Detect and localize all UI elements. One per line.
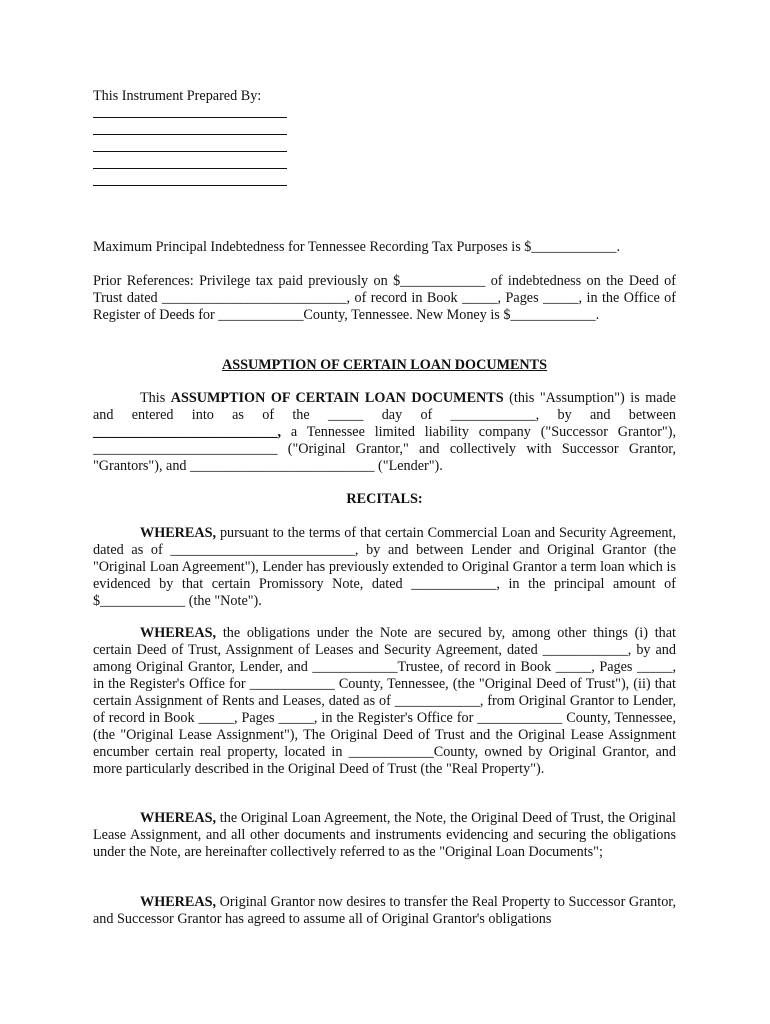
preparer-blank-line-5 [93, 185, 287, 186]
intro-bold-title: ASSUMPTION OF CERTAIN LOAN DOCUMENTS [170, 390, 504, 406]
intro-text-a: (this "Assumption") is made and entered into as of the _____ day of ____________, by and between [93, 390, 676, 423]
recital-lead: WHEREAS, [140, 894, 217, 910]
intro-lead: This [140, 390, 171, 406]
recital-lead: WHEREAS, [140, 810, 217, 826]
recital-lead: WHEREAS, [140, 525, 217, 541]
recital-paragraph [93, 625, 676, 778]
preparer-blank-line-4 [93, 168, 287, 169]
recital-text: the obligations under the Note are secured by, among other things (i) that certain Deed of Trust, Assignment of Leases and Security Agreement, dated ____________, by and among Original Grantor, Lender, and ____________Trustee, of record in Book _____, Pages _____, in the Register's Office for ____________ County, Tennessee, (the "Original Deed of Trust"), (ii) that certain Assignment of Rents and Leases, dated as of ____________, from Original Grantor to Lender, of record in Book _____, Pages _____, in the Register's Office for ____________ County, Tennessee, (the "Original Lease Assignment"), The Original Deed of Trust and the Original Lease Assignment encumber certain real property, located in ____________County, owned by Original Grantor, and more particularly described in the Original Deed of Trust (the "Real Property"). [93, 625, 676, 777]
intro-bold-blank: __________________________, [93, 424, 281, 440]
intro-text-b: a Tennessee limited liability company ("Successor Grantor"), __________________________ ("Original Grantor," and collectively with Successor Grantor, "Grantors"), and __________________________ ("Lender"). [93, 424, 676, 474]
recital-lead: WHEREAS, [140, 625, 217, 641]
preparer-blank-line-3 [93, 151, 287, 152]
preparer-blank-line-2 [93, 134, 287, 135]
recital-text: Original Grantor now desires to transfer the Real Property to Successor Grantor, and Successor Grantor has agreed to assume all of Original Grantor's obligations [93, 894, 676, 927]
recitals-heading: RECITALS: [346, 491, 423, 507]
max-principal-statement: Maximum Principal Indebtedness for Tennessee Recording Tax Purposes is $____________. [93, 239, 621, 255]
intro-paragraph [93, 390, 676, 475]
prepared-by-title: This Instrument Prepared By: [93, 88, 262, 104]
recital-text: pursuant to the terms of that certain Commercial Loan and Security Agreement, dated as of __________________________, by and between Lender and Original Grantor (the "Original Loan Agreement"), Lender has previously extended to Original Grantor a term loan which is evidenced by that certain Promissory Note, dated ____________, in the principal amount of $____________ (the "Note"). [93, 525, 676, 609]
prior-references: Prior References: Privilege tax paid previously on $____________ of indebtedness on the Deed of Trust dated __________________________, of record in Book _____, Pages _____, in the Office of Register of Deeds for ____________County, Tennessee. New Money is $____________. [93, 273, 676, 323]
document-title: ASSUMPTION OF CERTAIN LOAN DOCUMENTS [221, 357, 548, 373]
recital-paragraph [93, 894, 676, 928]
recital-paragraph [93, 810, 676, 861]
preparer-blank-line-1 [93, 117, 287, 118]
recital-paragraph [93, 525, 676, 610]
recital-text: the Original Loan Agreement, the Note, the Original Deed of Trust, the Original Lease Assignment, and all other documents and instruments evidencing and securing the obligations under the Note, are hereinafter collectively referred to as the "Original Loan Documents"; [93, 810, 676, 860]
